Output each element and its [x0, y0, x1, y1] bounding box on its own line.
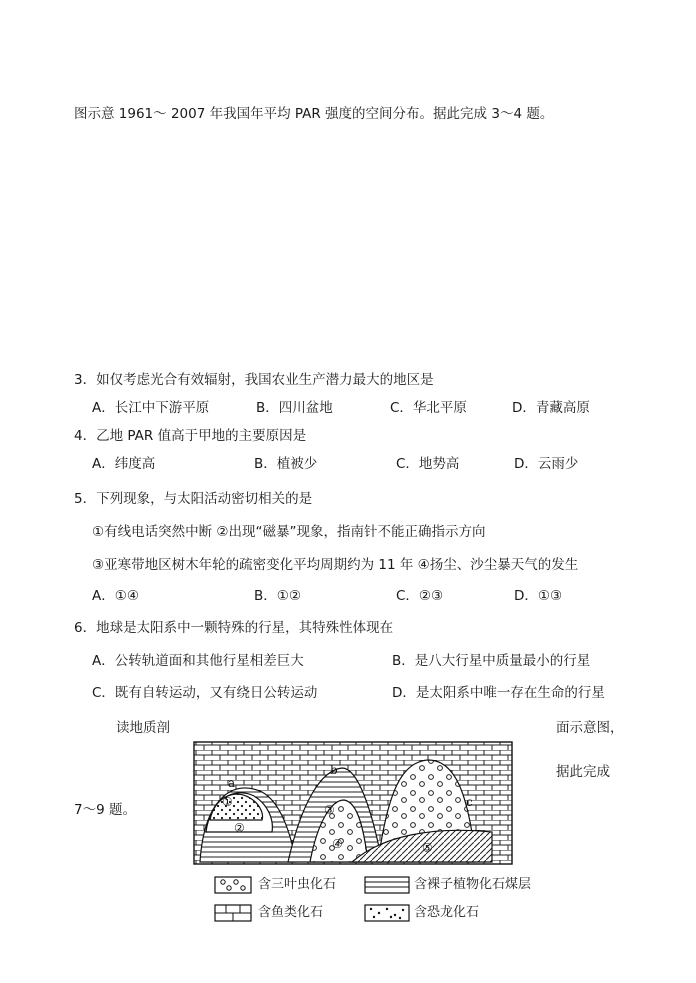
legend-swatch-dinosaur	[364, 904, 410, 922]
figure-num-1: ①	[222, 795, 233, 809]
reading-text-next: 7～9 题。	[74, 802, 136, 818]
question-3-stem: 3．如仅考虑光合有效辐射，我国农业生产潜力最大的地区是	[74, 372, 434, 388]
figure-label-c: c	[466, 795, 473, 809]
legend-swatch-gymnosperm	[364, 876, 410, 894]
q6-option-d: D．是太阳系中唯一存在生命的行星	[392, 685, 605, 701]
figure-num-2: ②	[234, 821, 245, 835]
q5-option-d: D．①③	[514, 588, 563, 604]
legend-label-dinosaur: 含恐龙化石	[414, 905, 480, 920]
intro-text: 图示意 1961～ 2007 年我国年平均 PAR 强度的空间分布。据此完成 3～4 题。	[74, 106, 554, 122]
q4-option-b: B．植被少	[254, 456, 318, 472]
figure-num-5: ⑤	[422, 841, 433, 855]
q6-option-b: B．是八大行星中质量最小的行星	[392, 653, 591, 669]
figure-num-4: ④	[332, 837, 343, 851]
q3-option-d: D．青藏高原	[512, 400, 590, 416]
legend-swatch-fish	[214, 904, 252, 922]
legend-label-trilobite: 含三叶虫化石	[258, 877, 337, 892]
reading-text-left: 读地质剖	[116, 720, 170, 736]
q3-option-a: A．长江中下游平原	[92, 400, 210, 416]
q4-option-d: D．云雨少	[514, 456, 579, 472]
reading-text-right-2: 据此完成	[556, 764, 610, 780]
figure-label-a: a	[228, 776, 236, 790]
q4-option-a: A．纬度高	[92, 456, 156, 472]
q3-option-b: B．四川盆地	[256, 400, 333, 416]
q3-option-c: C．华北平原	[390, 400, 467, 416]
legend-swatch-trilobite	[214, 876, 252, 894]
figure-num-3: ③	[324, 803, 335, 817]
q5-statements-2: ③亚寒带地区树木年轮的疏密变化平均周期约为 11 年 ④扬尘、沙尘暴天气的发生	[92, 557, 579, 573]
q4-option-c: C．地势高	[396, 456, 460, 472]
q5-option-a: A．①④	[92, 588, 139, 604]
figure-label-b: b	[330, 763, 338, 777]
question-6-stem: 6．地球是太阳系中一颗特殊的行星，其特殊性体现在	[74, 620, 394, 636]
question-4-stem: 4．乙地 PAR 值高于甲地的主要原因是	[74, 428, 307, 444]
question-5-stem: 5．下列现象，与太阳活动密切相关的是	[74, 491, 313, 507]
legend-label-fish: 含鱼类化石	[258, 905, 324, 920]
q5-statements-1: ①有线电话突然中断 ②出现“磁暴”现象，指南针不能正确指示方向	[92, 524, 486, 540]
q5-option-c: C．②③	[396, 588, 444, 604]
q6-option-a: A．公转轨道面和其他行星相差巨大	[92, 653, 304, 669]
legend-label-gymnosperm: 含裸子植物化石煤层	[414, 877, 532, 892]
q5-option-b: B．①②	[254, 588, 301, 604]
q6-option-c: C．既有自转运动，又有绕日公转运动	[92, 685, 318, 701]
geological-section-figure	[192, 740, 516, 868]
reading-text-right-1: 面示意图，	[556, 720, 624, 736]
